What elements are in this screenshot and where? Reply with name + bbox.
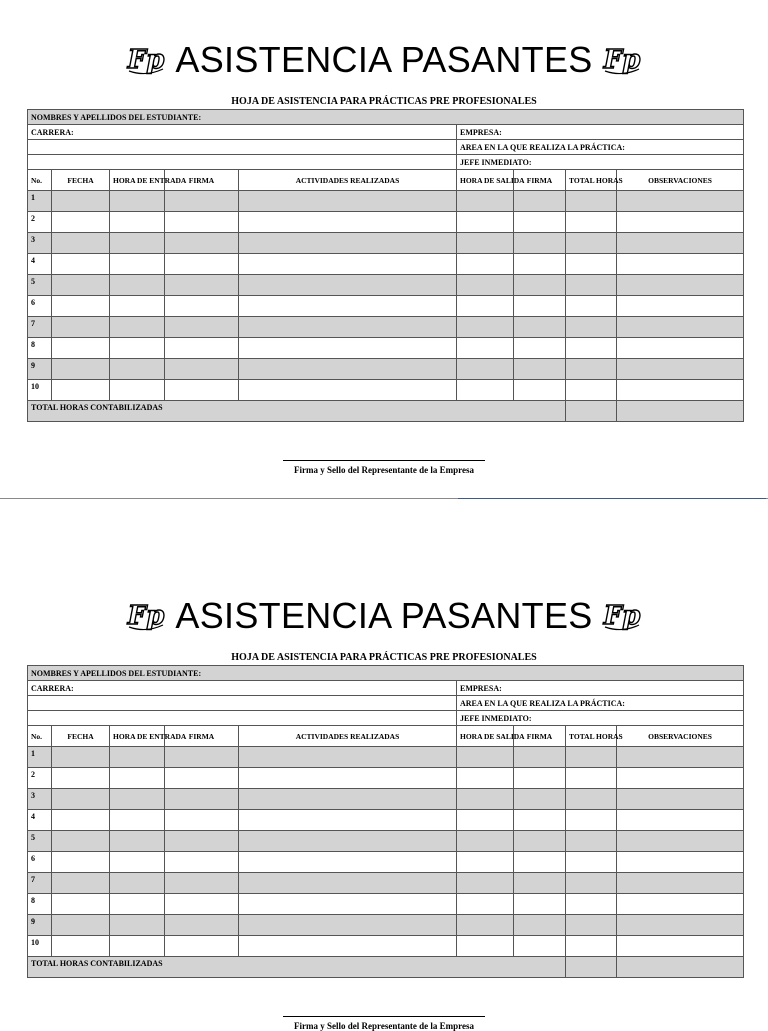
column-header: FIRMA xyxy=(165,170,239,191)
table-cell[interactable] xyxy=(617,810,744,831)
table-cell[interactable] xyxy=(566,296,617,317)
table-cell[interactable] xyxy=(52,296,110,317)
table-cell[interactable] xyxy=(457,852,514,873)
table-cell[interactable] xyxy=(110,380,165,401)
table-cell[interactable] xyxy=(165,936,239,957)
table-cell[interactable] xyxy=(239,212,457,233)
table-cell[interactable] xyxy=(239,191,457,212)
table-cell[interactable] xyxy=(165,212,239,233)
blank-field[interactable] xyxy=(28,696,457,711)
table-row xyxy=(28,380,744,401)
table-cell[interactable] xyxy=(239,936,457,957)
table-row xyxy=(28,254,744,275)
row-number: 4 xyxy=(28,254,52,275)
table-row xyxy=(28,212,744,233)
total-row xyxy=(28,401,744,422)
table-cell[interactable] xyxy=(457,296,514,317)
table-cell[interactable] xyxy=(514,852,566,873)
total-hours-label: TOTAL HORAS CONTABILIZADAS xyxy=(28,401,566,422)
table-cell[interactable] xyxy=(165,233,239,254)
table-cell[interactable] xyxy=(239,317,457,338)
table-cell[interactable] xyxy=(165,852,239,873)
table-cell[interactable] xyxy=(165,254,239,275)
table-row xyxy=(28,275,744,296)
total-hours-cell[interactable] xyxy=(566,401,617,422)
signature-label: Firma y Sello del Representante de la Empresa xyxy=(294,465,474,475)
column-header: FIRMA xyxy=(514,170,566,191)
table-cell[interactable] xyxy=(457,789,514,810)
table-cell[interactable] xyxy=(566,317,617,338)
column-header: No. xyxy=(28,170,52,191)
table-cell[interactable] xyxy=(617,831,744,852)
total-observations-cell[interactable] xyxy=(617,401,744,422)
table-cell[interactable] xyxy=(239,831,457,852)
row-number: 1 xyxy=(28,191,52,212)
table-row xyxy=(28,296,744,317)
table-cell[interactable] xyxy=(617,254,744,275)
table-cell[interactable] xyxy=(566,747,617,768)
column-header: ACTIVIDADES REALIZADAS xyxy=(239,726,457,747)
student-name-field[interactable]: NOMBRES Y APELLIDOS DEL ESTUDIANTE: xyxy=(28,666,744,681)
table-cell[interactable] xyxy=(617,296,744,317)
table-row xyxy=(28,852,744,873)
row-number: 7 xyxy=(28,317,52,338)
table-cell[interactable] xyxy=(566,359,617,380)
table-cell[interactable] xyxy=(457,233,514,254)
table-cell[interactable] xyxy=(52,810,110,831)
table-cell[interactable] xyxy=(514,789,566,810)
row-number: 9 xyxy=(28,915,52,936)
table-cell[interactable] xyxy=(514,894,566,915)
table-cell[interactable] xyxy=(514,317,566,338)
table-cell[interactable] xyxy=(457,936,514,957)
table-cell[interactable] xyxy=(110,789,165,810)
table-row xyxy=(28,747,744,768)
table-cell[interactable] xyxy=(110,936,165,957)
company-field[interactable]: EMPRESA: xyxy=(457,125,744,140)
table-cell[interactable] xyxy=(566,254,617,275)
table-cell[interactable] xyxy=(52,789,110,810)
table-cell[interactable] xyxy=(566,915,617,936)
student-name-field[interactable]: NOMBRES Y APELLIDOS DEL ESTUDIANTE: xyxy=(28,110,744,125)
table-cell[interactable] xyxy=(165,191,239,212)
table-row xyxy=(28,338,744,359)
table-cell[interactable] xyxy=(52,831,110,852)
table-cell[interactable] xyxy=(617,747,744,768)
table-cell[interactable] xyxy=(514,831,566,852)
row-number: 10 xyxy=(28,936,52,957)
table-cell[interactable] xyxy=(617,852,744,873)
table-cell[interactable] xyxy=(239,789,457,810)
area-field[interactable]: AREA EN LA QUE REALIZA LA PRÁCTICA: xyxy=(457,696,744,711)
table-cell[interactable] xyxy=(239,747,457,768)
column-header: TOTAL HORAS xyxy=(566,726,617,747)
blank-field[interactable] xyxy=(28,711,457,726)
table-cell[interactable] xyxy=(566,810,617,831)
table-cell[interactable] xyxy=(457,831,514,852)
table-cell[interactable] xyxy=(514,873,566,894)
table-cell[interactable] xyxy=(457,275,514,296)
table-row xyxy=(28,789,744,810)
page-divider-accent xyxy=(458,498,766,499)
table-cell[interactable] xyxy=(514,338,566,359)
column-header: FECHA xyxy=(52,170,110,191)
total-observations-cell[interactable] xyxy=(617,957,744,978)
column-header: HORA DE ENTRADA xyxy=(110,170,165,191)
row-number: 3 xyxy=(28,789,52,810)
table-cell[interactable] xyxy=(165,894,239,915)
table-row xyxy=(28,191,744,212)
table-cell[interactable] xyxy=(165,831,239,852)
column-header: FECHA xyxy=(52,726,110,747)
table-cell[interactable] xyxy=(514,233,566,254)
blank-field[interactable] xyxy=(28,155,457,170)
career-field[interactable]: CARRERA: xyxy=(28,681,457,696)
table-cell[interactable] xyxy=(52,768,110,789)
table-cell[interactable] xyxy=(165,338,239,359)
table-row xyxy=(28,936,744,957)
table-cell[interactable] xyxy=(165,359,239,380)
fp-logo-icon xyxy=(599,597,645,635)
table-cell[interactable] xyxy=(110,233,165,254)
table-cell[interactable] xyxy=(239,873,457,894)
title-row xyxy=(0,36,768,84)
table-cell[interactable] xyxy=(617,359,744,380)
table-row xyxy=(28,873,744,894)
row-number: 9 xyxy=(28,359,52,380)
table-cell[interactable] xyxy=(52,359,110,380)
table-cell[interactable] xyxy=(110,296,165,317)
row-number: 3 xyxy=(28,233,52,254)
page-title: ASISTENCIA PASANTES xyxy=(175,595,593,636)
table-cell[interactable] xyxy=(165,296,239,317)
table-cell[interactable] xyxy=(566,852,617,873)
svg-text:Fp: Fp xyxy=(128,601,165,631)
title-row xyxy=(0,592,768,640)
table-cell[interactable] xyxy=(566,212,617,233)
table-cell[interactable] xyxy=(457,191,514,212)
table-cell[interactable] xyxy=(566,275,617,296)
table-cell[interactable] xyxy=(165,380,239,401)
blank-field[interactable] xyxy=(28,140,457,155)
table-cell[interactable] xyxy=(52,894,110,915)
column-header: HORA DE SALIDA xyxy=(457,726,514,747)
column-header: FIRMA xyxy=(514,726,566,747)
table-cell[interactable] xyxy=(617,191,744,212)
table-cell[interactable] xyxy=(514,810,566,831)
signature-line xyxy=(283,1016,485,1017)
table-cell[interactable] xyxy=(457,747,514,768)
table-cell[interactable] xyxy=(566,936,617,957)
table-cell[interactable] xyxy=(52,317,110,338)
sheet-subtitle: HOJA DE ASISTENCIA PARA PRÁCTICAS PRE PROFESIONALES xyxy=(231,96,537,107)
boss-field[interactable]: JEFE INMEDIATO: xyxy=(457,155,744,170)
table-cell[interactable] xyxy=(52,275,110,296)
page-title: ASISTENCIA PASANTES xyxy=(175,39,593,80)
table-cell[interactable] xyxy=(457,915,514,936)
column-header: HORA DE SALIDA xyxy=(457,170,514,191)
table-cell[interactable] xyxy=(457,380,514,401)
table-cell[interactable] xyxy=(110,275,165,296)
signature-label: Firma y Sello del Representante de la Empresa xyxy=(294,1021,474,1031)
svg-text:Fp: Fp xyxy=(128,45,165,75)
attendance-table xyxy=(27,109,744,422)
row-number: 6 xyxy=(28,296,52,317)
row-number: 10 xyxy=(28,380,52,401)
table-cell[interactable] xyxy=(617,233,744,254)
column-header: OBSERVACIONES xyxy=(617,726,744,747)
fp-logo-icon xyxy=(599,41,645,79)
table-cell[interactable] xyxy=(617,894,744,915)
table-cell[interactable] xyxy=(165,317,239,338)
table-cell[interactable] xyxy=(165,915,239,936)
table-cell[interactable] xyxy=(239,894,457,915)
table-cell[interactable] xyxy=(52,380,110,401)
table-cell[interactable] xyxy=(514,747,566,768)
table-cell[interactable] xyxy=(165,747,239,768)
table-cell[interactable] xyxy=(110,747,165,768)
row-number: 2 xyxy=(28,768,52,789)
table-cell[interactable] xyxy=(514,936,566,957)
row-number: 1 xyxy=(28,747,52,768)
column-header: No. xyxy=(28,726,52,747)
table-cell[interactable] xyxy=(514,380,566,401)
table-cell[interactable] xyxy=(52,873,110,894)
row-number: 4 xyxy=(28,810,52,831)
table-cell[interactable] xyxy=(110,915,165,936)
table-row xyxy=(28,894,744,915)
table-cell[interactable] xyxy=(514,212,566,233)
column-header: OBSERVACIONES xyxy=(617,170,744,191)
table-row xyxy=(28,768,744,789)
area-field[interactable]: AREA EN LA QUE REALIZA LA PRÁCTICA: xyxy=(457,140,744,155)
table-cell[interactable] xyxy=(617,915,744,936)
table-cell[interactable] xyxy=(110,338,165,359)
table-cell[interactable] xyxy=(110,768,165,789)
table-row xyxy=(28,317,744,338)
table-cell[interactable] xyxy=(617,317,744,338)
table-cell[interactable] xyxy=(239,233,457,254)
table-cell[interactable] xyxy=(239,810,457,831)
row-number: 5 xyxy=(28,275,52,296)
table-cell[interactable] xyxy=(52,915,110,936)
column-header: FIRMA xyxy=(165,726,239,747)
career-field[interactable]: CARRERA: xyxy=(28,125,457,140)
table-cell[interactable] xyxy=(566,191,617,212)
table-cell[interactable] xyxy=(110,254,165,275)
boss-field[interactable]: JEFE INMEDIATO: xyxy=(457,711,744,726)
column-header: TOTAL HORAS xyxy=(566,170,617,191)
table-cell[interactable] xyxy=(239,254,457,275)
total-hours-cell[interactable] xyxy=(566,957,617,978)
table-cell[interactable] xyxy=(514,275,566,296)
table-cell[interactable] xyxy=(514,915,566,936)
svg-text:Fp: Fp xyxy=(603,601,640,631)
table-cell[interactable] xyxy=(52,936,110,957)
table-cell[interactable] xyxy=(514,296,566,317)
total-row xyxy=(28,957,744,978)
column-header: HORA DE ENTRADA xyxy=(110,726,165,747)
table-cell[interactable] xyxy=(165,275,239,296)
table-cell[interactable] xyxy=(110,191,165,212)
table-cell[interactable] xyxy=(110,894,165,915)
row-number: 6 xyxy=(28,852,52,873)
table-row xyxy=(28,831,744,852)
column-header: ACTIVIDADES REALIZADAS xyxy=(239,170,457,191)
row-number: 8 xyxy=(28,338,52,359)
row-number: 8 xyxy=(28,894,52,915)
table-cell[interactable] xyxy=(457,359,514,380)
table-cell[interactable] xyxy=(617,275,744,296)
table-cell[interactable] xyxy=(457,212,514,233)
table-cell[interactable] xyxy=(165,810,239,831)
table-cell[interactable] xyxy=(617,789,744,810)
fp-logo-icon xyxy=(123,41,169,79)
table-cell[interactable] xyxy=(52,254,110,275)
table-cell[interactable] xyxy=(239,380,457,401)
company-field[interactable]: EMPRESA: xyxy=(457,681,744,696)
table-cell[interactable] xyxy=(617,338,744,359)
table-cell[interactable] xyxy=(457,810,514,831)
table-cell[interactable] xyxy=(566,768,617,789)
table-cell[interactable] xyxy=(110,873,165,894)
table-cell[interactable] xyxy=(110,317,165,338)
table-cell[interactable] xyxy=(457,338,514,359)
table-cell[interactable] xyxy=(617,873,744,894)
table-cell[interactable] xyxy=(52,233,110,254)
table-row xyxy=(28,233,744,254)
table-cell[interactable] xyxy=(617,936,744,957)
table-cell[interactable] xyxy=(52,212,110,233)
table-cell[interactable] xyxy=(566,380,617,401)
table-cell[interactable] xyxy=(566,789,617,810)
table-cell[interactable] xyxy=(52,747,110,768)
table-cell[interactable] xyxy=(566,873,617,894)
table-cell[interactable] xyxy=(617,212,744,233)
table-cell[interactable] xyxy=(566,338,617,359)
table-cell[interactable] xyxy=(52,191,110,212)
table-cell[interactable] xyxy=(165,768,239,789)
table-cell[interactable] xyxy=(239,852,457,873)
table-cell[interactable] xyxy=(457,317,514,338)
table-cell[interactable] xyxy=(239,359,457,380)
table-cell[interactable] xyxy=(514,359,566,380)
row-number: 2 xyxy=(28,212,52,233)
sheet-subtitle: HOJA DE ASISTENCIA PARA PRÁCTICAS PRE PROFESIONALES xyxy=(231,652,537,663)
table-cell[interactable] xyxy=(457,894,514,915)
table-cell[interactable] xyxy=(514,768,566,789)
table-cell[interactable] xyxy=(239,768,457,789)
table-row xyxy=(28,359,744,380)
table-cell[interactable] xyxy=(457,768,514,789)
row-number: 5 xyxy=(28,831,52,852)
row-number: 7 xyxy=(28,873,52,894)
table-row xyxy=(28,810,744,831)
table-cell[interactable] xyxy=(514,191,566,212)
table-cell[interactable] xyxy=(457,254,514,275)
table-cell[interactable] xyxy=(52,338,110,359)
table-cell[interactable] xyxy=(239,275,457,296)
table-cell[interactable] xyxy=(110,831,165,852)
table-cell[interactable] xyxy=(52,852,110,873)
table-header-row xyxy=(28,726,744,747)
table-cell[interactable] xyxy=(514,254,566,275)
table-cell[interactable] xyxy=(165,789,239,810)
table-cell[interactable] xyxy=(457,873,514,894)
table-header-row xyxy=(28,170,744,191)
table-cell[interactable] xyxy=(239,915,457,936)
table-cell[interactable] xyxy=(617,380,744,401)
table-cell[interactable] xyxy=(110,212,165,233)
signature-line xyxy=(283,460,485,461)
table-cell[interactable] xyxy=(239,296,457,317)
table-row xyxy=(28,915,744,936)
table-cell[interactable] xyxy=(617,768,744,789)
fp-logo-icon xyxy=(123,597,169,635)
table-cell[interactable] xyxy=(566,233,617,254)
table-cell[interactable] xyxy=(566,894,617,915)
table-cell[interactable] xyxy=(110,852,165,873)
svg-text:Fp: Fp xyxy=(603,45,640,75)
table-cell[interactable] xyxy=(110,359,165,380)
attendance-table xyxy=(27,665,744,978)
table-cell[interactable] xyxy=(566,831,617,852)
total-hours-label: TOTAL HORAS CONTABILIZADAS xyxy=(28,957,566,978)
table-cell[interactable] xyxy=(165,873,239,894)
table-cell[interactable] xyxy=(110,810,165,831)
table-cell[interactable] xyxy=(239,338,457,359)
